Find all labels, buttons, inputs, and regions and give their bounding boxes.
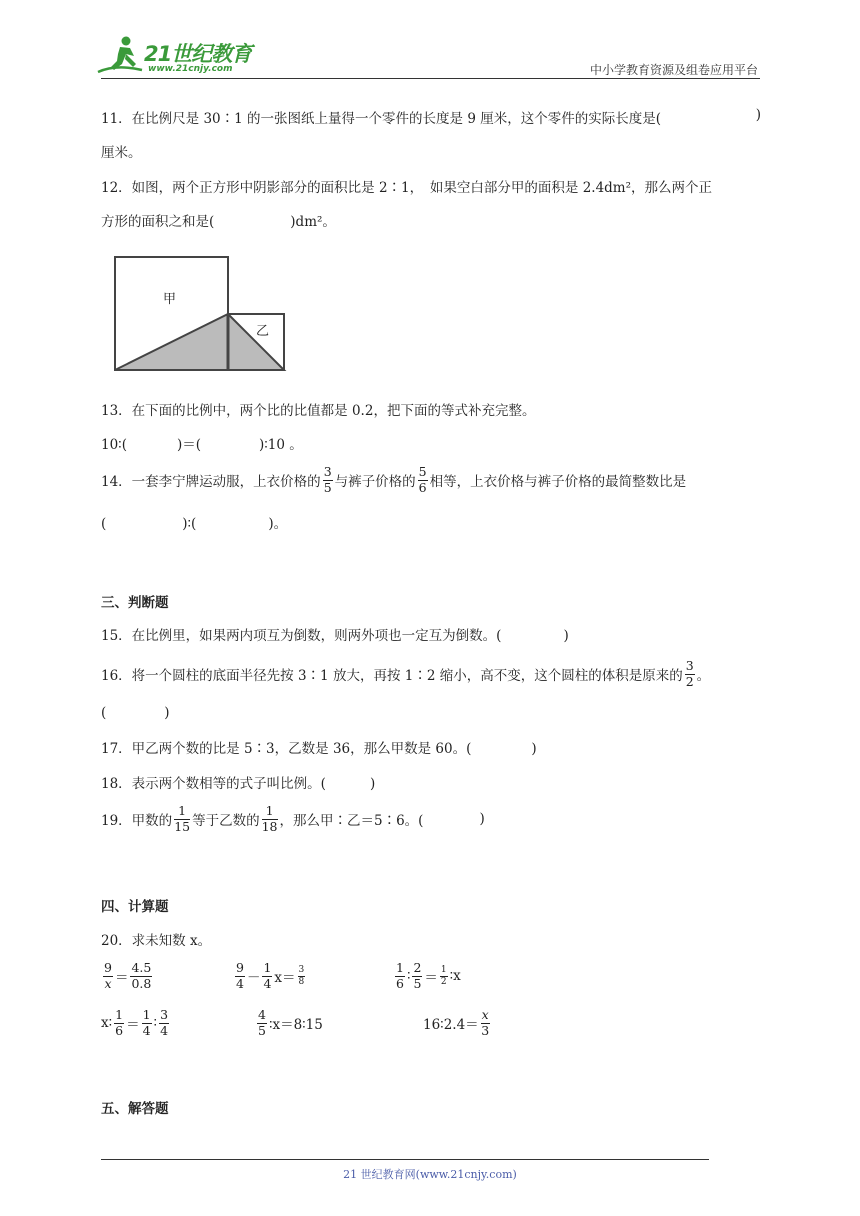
question-11-line2: 厘米。: [101, 145, 142, 161]
equation-2: $\frac{9}{4}$ － $\frac{1}{4}$ x＝ $\frac{3}{8}$: [236, 960, 305, 991]
question-14: 14．一套李宁牌运动服，上衣价格的 $\frac{3}{5}$ 与裤子价格的 $\frac{5}{6}$ 相等，上衣价格与裤子价格的最简整数比是: [101, 464, 687, 495]
logo-url: www.21cnjy.com: [148, 64, 233, 74]
question-18: 18．表示两个数相等的式子叫比例。( ): [101, 776, 376, 792]
header-rule: [101, 78, 760, 79]
question-13-equation: 10∶( )＝( )∶10 。: [101, 437, 303, 453]
fraction-5-6: $\frac{5}{6}$: [418, 464, 427, 495]
question-12: 12．如图，两个正方形中阴影部分的面积比是 2∶1， 如果空白部分甲的面积是 2.4dm²，那么两个正: [101, 180, 713, 196]
question-20: 20．求未知数 x。: [101, 933, 212, 949]
question-19: 19．甲数的 $\frac{1}{15}$ 等于乙数的 $\frac{1}{18}$ ，那么甲∶乙＝5∶6。( ): [101, 803, 485, 834]
two-squares-figure: [112, 254, 290, 374]
question-16-answer: ( ): [101, 705, 170, 721]
equation-5: $\frac{4}{5}$ ∶x＝8∶15: [258, 1007, 323, 1038]
equation-4: x∶ $\frac{1}{6}$ ＝ $\frac{1}{4}$ ∶ $\frac{3}{4}$: [101, 1007, 169, 1038]
equation-1: $\frac{9}{x}$ ＝ $\frac{4.5}{0.8}$: [104, 960, 152, 991]
equation-6: 16∶2.4＝ $\frac{x}{3}$: [423, 1007, 490, 1038]
fraction-1-18: $\frac{1}{18}$: [261, 803, 278, 834]
question-15: 15．在比例里，如果两内项互为倒数，则两外项也一定互为倒数。( ): [101, 628, 569, 644]
section-5-title: 五、解答题: [101, 1101, 169, 1117]
question-16: 16．将一个圆柱的底面半径先按 3∶1 放大，再按 1∶2 缩小，高不变，这个圆柱的体积是原来的 $\frac{3}{2}$ 。: [101, 658, 711, 689]
footer-text: 21 世纪教育网(www.21cnjy.com): [343, 1168, 517, 1181]
figure-label-jia: 甲: [163, 292, 177, 307]
fraction-3-5: $\frac{3}{5}$: [323, 464, 332, 495]
question-11: 11．在比例尺是 30∶1 的一张图纸上量得一个零件的长度是 9 厘米，这个零件的实际长度是( ): [101, 107, 761, 127]
footer-rule: [101, 1159, 709, 1160]
logo-text: 21世纪教育: [144, 42, 252, 66]
question-14-answer: ( )∶( )。: [101, 516, 288, 532]
question-12-line2: 方形的面积之和是( )dm²。: [101, 214, 336, 230]
header-platform-text: 中小学教育资源及组卷应用平台: [589, 63, 758, 77]
fraction-3-2: $\frac{3}{2}$: [685, 658, 694, 689]
section-3-title: 三、判断题: [101, 595, 169, 611]
fraction-1-15: $\frac{1}{15}$: [174, 803, 191, 834]
header-logo: [96, 34, 266, 78]
question-13: 13．在下面的比例中，两个比的比值都是 0.2，把下面的等式补充完整。: [101, 403, 536, 419]
question-17: 17．甲乙两个数的比是 5∶3，乙数是 36，那么甲数是 60。( ): [101, 741, 537, 757]
section-4-title: 四、计算题: [101, 899, 169, 915]
runner-logo-icon: [96, 34, 146, 76]
equation-3: $\frac{1}{6}$ ∶ $\frac{2}{5}$ ＝ $\frac{1}{2}$ ∶x: [396, 960, 461, 991]
figure-label-yi: 乙: [256, 324, 270, 339]
